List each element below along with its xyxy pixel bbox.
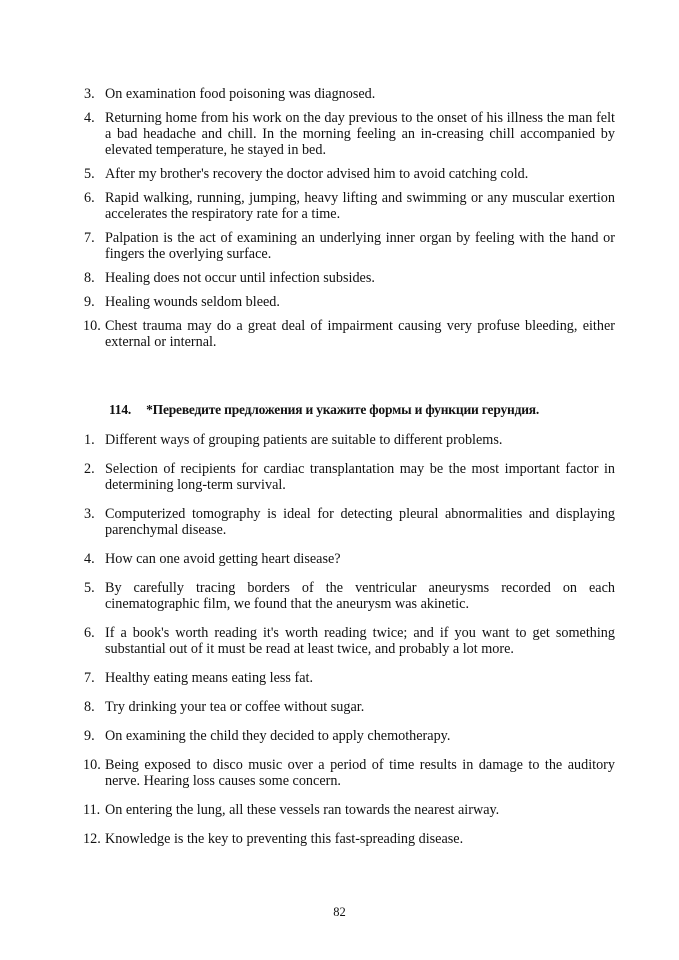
list-item [84, 110, 615, 158]
list-item [84, 294, 615, 310]
list-item [84, 670, 615, 686]
item-text: Healing does not occur until infection subsides. [105, 270, 375, 286]
item-text: On examining the child they decided to apply chemotherapy. [105, 728, 451, 744]
item-text: Computerized tomography is ideal for detecting pleural abnormalities and displaying parenchymal disease. [105, 506, 615, 538]
list-item [84, 699, 615, 715]
item-number: 6. [84, 625, 95, 641]
item-text: If a book's worth reading it's worth reading twice; and if you want to get something substantial out of it must be read at least twice, and probably a lot more. [105, 625, 615, 657]
item-number: 10. [83, 757, 101, 773]
item-text: Selection of recipients for cardiac transplantation may be the most important factor in determining long-term survival. [105, 461, 615, 493]
item-text: Try drinking your tea or coffee without sugar. [105, 699, 365, 715]
exercise-heading [109, 402, 539, 418]
list-item [84, 728, 615, 744]
item-number: 3. [84, 506, 95, 522]
list-item [84, 166, 615, 182]
list-item [84, 580, 615, 612]
list-item [84, 270, 615, 286]
sentence-list-exercise-114 [84, 432, 615, 860]
sentence-list-previous-exercise [84, 86, 615, 358]
item-number: 9. [84, 728, 95, 744]
item-number: 9. [84, 294, 95, 310]
item-number: 3. [84, 86, 95, 102]
item-text: Rapid walking, running, jumping, heavy lifting and swimming or any muscular exertion accelerates the respiratory rate for a time. [105, 190, 615, 222]
item-number: 7. [84, 230, 95, 246]
item-number: 8. [84, 270, 95, 286]
item-text: On entering the lung, all these vessels ran towards the nearest airway. [105, 802, 500, 818]
list-item [84, 831, 615, 847]
item-number: 4. [84, 110, 95, 126]
item-text: Healing wounds seldom bleed. [105, 294, 280, 310]
list-item [84, 461, 615, 493]
item-number: 7. [84, 670, 95, 686]
item-text: Knowledge is the key to preventing this fast-spreading disease. [105, 831, 464, 847]
item-text: How can one avoid getting heart disease? [105, 551, 341, 567]
list-item [84, 506, 615, 538]
item-text: On examination food poisoning was diagnosed. [105, 86, 376, 102]
item-number: 11. [83, 802, 101, 818]
exercise-instruction: *Переведите предложения и укажите формы и функции герундия. [146, 402, 540, 417]
item-number: 1. [84, 432, 95, 448]
list-item [84, 757, 615, 789]
item-number: 12. [83, 831, 101, 847]
item-number: 8. [84, 699, 95, 715]
item-text: Different ways of grouping patients are suitable to different problems. [105, 432, 503, 448]
list-item [84, 86, 615, 102]
item-text: By carefully tracing borders of the ventricular aneurysms recorded on each cinematographic film, we found that the aneurysm was akinetic. [105, 580, 615, 612]
exercise-number: 114. [109, 402, 132, 417]
item-text: Chest trauma may do a great deal of impairment causing very profuse bleeding, either external or internal. [105, 318, 615, 350]
item-number: 6. [84, 190, 95, 206]
item-text: Being exposed to disco music over a period of time results in damage to the auditory nerve. Hearing loss causes some concern. [105, 757, 615, 789]
item-text: Healthy eating means eating less fat. [105, 670, 314, 686]
item-number: 2. [84, 461, 95, 477]
list-item [84, 230, 615, 262]
item-text: After my brother's recovery the doctor advised him to avoid catching cold. [105, 166, 529, 182]
item-number: 4. [84, 551, 95, 567]
item-number: 5. [84, 580, 95, 596]
list-item [84, 190, 615, 222]
list-item [84, 318, 615, 350]
list-item [84, 432, 615, 448]
item-number: 10. [83, 318, 101, 334]
list-item [84, 551, 615, 567]
item-text: Palpation is the act of examining an underlying inner organ by feeling with the hand or fingers the overlying surface. [105, 230, 615, 262]
list-item [84, 625, 615, 657]
item-number: 5. [84, 166, 95, 182]
list-item [84, 802, 615, 818]
item-text: Returning home from his work on the day previous to the onset of his illness the man felt a bad headache and chill. In the morning feeling an in-creasing chill accompanied by elevated temperature, he stayed in bed. [105, 110, 615, 158]
page-number: 82 [333, 905, 346, 919]
